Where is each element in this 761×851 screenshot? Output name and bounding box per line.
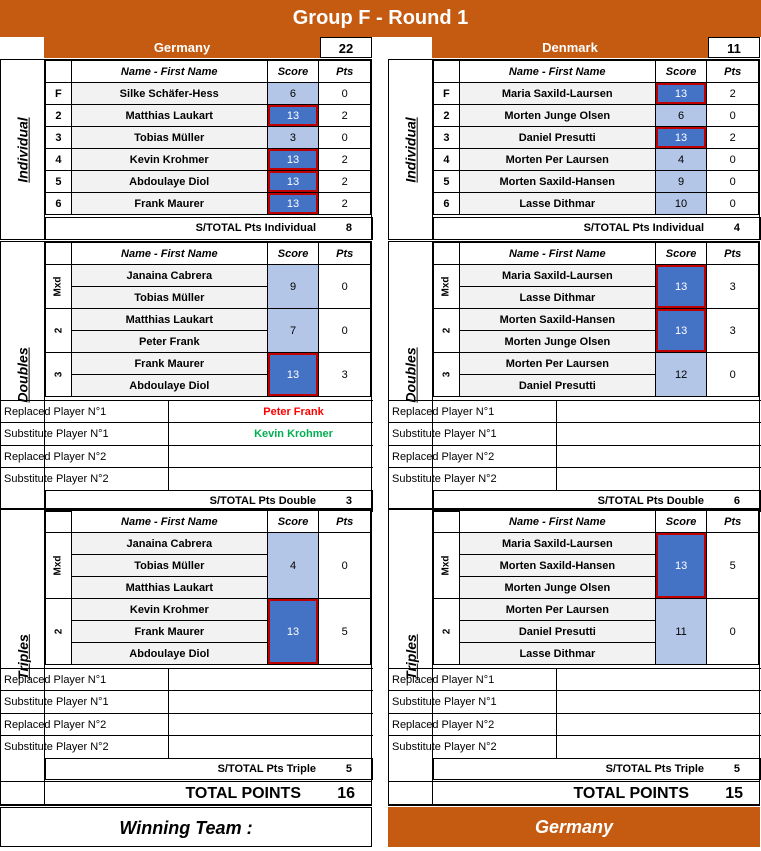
table-row [46,83,371,105]
points-cell: 0 [319,265,371,309]
winning-team-value: Germany [388,807,760,847]
player-name: Morten Per Laursen [459,353,655,375]
player-name: Matthias Laukart [71,309,267,331]
substitution-label: Replaced Player N°2 [4,714,169,736]
points-cell: 5 [319,599,371,665]
player-name: Janaina Cabrera [71,265,267,287]
score-cell: 13 [655,265,707,309]
subtotal-value: 4 [733,222,740,234]
table-row [434,533,759,555]
player-name: Morten Saxild-Hansen [459,171,655,193]
section-label [389,510,433,804]
row-number [434,353,460,397]
header-cell: Name - First Name [71,61,267,83]
row-number-text: Mxd [440,555,452,576]
player-name: Morten Junge Olsen [459,331,655,353]
header-cell: Score [655,61,707,83]
substitution-row [389,445,761,467]
score-cell: 10 [655,193,707,215]
team-panel-germany [0,37,372,851]
header-cell: Pts [707,511,759,533]
points-cell: 2 [707,127,759,149]
total-points-value: 16 [337,785,355,802]
substitution-label: Substitute Player N°2 [4,736,169,758]
doubles-table [433,242,759,397]
header-cell: Score [655,243,707,265]
total-points-row [388,781,760,806]
substitution-label: Replaced Player N°2 [392,714,557,736]
player-name: Frank Maurer [71,193,267,215]
table-row [434,127,759,149]
team-total: 22 [320,37,372,58]
section-label-text: Triples [14,634,31,680]
player-name: Tobias Müller [71,555,267,577]
header-cell: Pts [319,61,371,83]
player-name: Kevin Krohmer [71,599,267,621]
header-cell: Pts [707,61,759,83]
subtotal-value: 5 [345,762,352,775]
table-header [46,511,371,533]
subtotal-label: S/TOTAL Pts Double [209,494,316,507]
doubles-section [0,241,372,509]
doubles-table [45,242,371,397]
row-number: 3 [434,127,460,149]
score-cell: 13 [267,353,319,397]
table-row [46,105,371,127]
header-cell: Score [267,61,319,83]
substitution-label: Replaced Player N°1 [392,669,557,691]
subtotal-value: 6 [733,494,740,507]
player-name: Daniel Presutti [459,621,655,643]
header-cell: Name - First Name [71,243,267,265]
score-cell: 9 [655,171,707,193]
individual-table [433,60,759,215]
subtotal-value: 5 [733,762,740,775]
score-cell: 4 [267,533,319,599]
player-name: Lasse Dithmar [459,287,655,309]
row-number: 4 [434,149,460,171]
winning-team-label: Winning Team : [0,807,372,847]
header-cell: Name - First Name [459,243,655,265]
row-number: F [46,83,72,105]
player-name: Frank Maurer [71,353,267,375]
substitution-label: Substitute Player N°2 [4,468,169,490]
substitution-row [389,467,761,489]
table-row [434,149,759,171]
substitution-row [389,400,761,422]
subtotal-label: S/TOTAL Pts Double [597,494,704,507]
row-number [46,533,72,599]
row-number: 4 [46,149,72,171]
points-cell: 2 [319,105,371,127]
table-row [434,193,759,215]
substitution-row [1,422,373,444]
subtotal-label: S/TOTAL Pts Triple [605,762,704,775]
row-number-text: Mxd [440,276,452,297]
total-points-row [0,781,372,806]
points-cell: 0 [707,171,759,193]
substitution-label: Substitute Player N°1 [4,423,169,445]
player-name: Janaina Cabrera [71,533,267,555]
subtotal-row [433,217,761,240]
row-number-text: 2 [440,327,452,334]
substitution-label: Replaced Player N°2 [392,446,557,468]
substitution-label: Replaced Player N°1 [4,669,169,691]
player-name: Lasse Dithmar [459,193,655,215]
substitution-row [389,422,761,444]
individual-section [388,59,760,240]
individual-section [0,59,372,240]
triples-table [433,510,759,665]
row-number-text: 2 [52,628,64,635]
score-cell: 13 [655,309,707,353]
score-cell: 3 [267,127,319,149]
player-name: Tobias Müller [71,127,267,149]
player-name: Tobias Müller [71,287,267,309]
row-number-text: 2 [52,327,64,334]
substitution-row [1,713,373,735]
player-name: Maria Saxild-Laursen [459,265,655,287]
player-name: Abdoulaye Diol [71,375,267,397]
row-number [434,533,460,599]
table-row [46,353,371,375]
subtotal-value: 3 [345,494,352,507]
row-number: 2 [434,105,460,127]
header-num [434,243,460,265]
page-title: Group F - Round 1 [0,0,761,37]
section-label [389,60,433,239]
player-name: Morten Junge Olsen [459,105,655,127]
player-name: Frank Maurer [71,621,267,643]
substitution-row [1,445,373,467]
player-name: Morten Saxild-Hansen [459,309,655,331]
player-name: Daniel Presutti [459,375,655,397]
player-name: Peter Frank [71,331,267,353]
table-header [434,511,759,533]
row-number-text: 2 [440,628,452,635]
table-row [46,599,371,621]
score-cell: 13 [267,599,319,665]
score-cell: 13 [267,105,319,127]
doubles-section [388,241,760,509]
points-cell: 0 [707,599,759,665]
substitution-label: Substitute Player N°1 [392,691,557,713]
player-name: Abdoulaye Diol [71,643,267,665]
header-cell: Pts [319,243,371,265]
substitution-label: Replaced Player N°1 [4,401,169,423]
table-row [46,193,371,215]
subtotal-value: 8 [345,222,352,234]
points-cell: 0 [707,149,759,171]
player-name: Kevin Krohmer [71,149,267,171]
substitution-label: Replaced Player N°2 [4,446,169,468]
subtotal-label: S/TOTAL Pts Triple [217,762,316,775]
substitution-row [389,690,761,712]
player-name: Morten Junge Olsen [459,577,655,599]
table-row [434,309,759,331]
team-total: 11 [708,37,760,58]
row-number: 5 [434,171,460,193]
score-cell: 9 [267,265,319,309]
subtotal-row [433,758,761,781]
points-cell: 3 [707,309,759,353]
score-cell: 12 [655,353,707,397]
player-name: Maria Saxild-Laursen [459,533,655,555]
subtotal-row [45,217,373,240]
table-row [46,533,371,555]
row-number-text: 3 [440,371,452,378]
player-name: Matthias Laukart [71,577,267,599]
header-cell: Name - First Name [459,61,655,83]
section-label-text: Individual [14,116,31,183]
substitution-label: Substitute Player N°1 [4,691,169,713]
row-number-text: 3 [52,371,64,378]
total-points-label: TOTAL POINTS [573,785,689,802]
player-name: Morten Saxild-Hansen [459,555,655,577]
points-cell: 0 [319,83,371,105]
header-num [434,511,460,533]
points-cell: 2 [319,193,371,215]
triples-section [388,509,760,805]
header-cell: Score [267,511,319,533]
header-num [46,61,72,83]
player-name: Maria Saxild-Laursen [459,83,655,105]
points-cell: 3 [319,353,371,397]
substitution-label: Replaced Player N°1 [392,401,557,423]
total-points-label: TOTAL POINTS [185,785,301,802]
table-row [434,105,759,127]
table-row [46,149,371,171]
row-number [46,599,72,665]
score-cell: 13 [267,171,319,193]
substitution-row [389,713,761,735]
table-row [46,127,371,149]
score-cell: 7 [267,309,319,353]
score-cell: 6 [655,105,707,127]
substitution-row [389,735,761,757]
substitution-label: Substitute Player N°2 [392,736,557,758]
section-label [1,60,45,239]
table-row [434,353,759,375]
header-cell: Score [267,243,319,265]
points-cell: 2 [707,83,759,105]
substitution-label: Substitute Player N°1 [392,423,557,445]
points-cell: 5 [707,533,759,599]
score-cell: 13 [655,127,707,149]
score-cell: 6 [267,83,319,105]
score-cell: 13 [655,83,707,105]
points-cell: 0 [707,193,759,215]
substitution-row [1,735,373,757]
row-number [434,309,460,353]
points-cell: 2 [319,171,371,193]
points-cell: 0 [707,353,759,397]
table-header [434,61,759,83]
triples-section [0,509,372,805]
table-row [46,309,371,331]
substitution-row [1,690,373,712]
player-name: Abdoulaye Diol [71,171,267,193]
subtotal-label: S/TOTAL Pts Individual [195,222,316,234]
table-row [434,171,759,193]
table-row [46,265,371,287]
row-number: F [434,83,460,105]
header-num [434,61,460,83]
points-cell: 3 [707,265,759,309]
row-number-text: Mxd [52,555,64,576]
header-cell: Name - First Name [71,511,267,533]
points-cell: 0 [319,127,371,149]
score-cell: 4 [655,149,707,171]
table-row [434,83,759,105]
row-number [434,265,460,309]
player-name: Matthias Laukart [71,105,267,127]
triples-table [45,510,371,665]
row-number: 3 [46,127,72,149]
row-number [46,309,72,353]
table-row [434,599,759,621]
row-number [46,353,72,397]
row-number: 5 [46,171,72,193]
table-header [434,243,759,265]
total-points-value: 15 [725,785,743,802]
section-label-text: Doubles [402,347,419,403]
table-header [46,61,371,83]
score-cell: 13 [267,149,319,171]
header-cell: Pts [319,511,371,533]
row-number-text: Mxd [52,276,64,297]
substitution-value: Peter Frank [263,405,324,418]
team-name: Denmark [432,37,708,58]
row-number [46,265,72,309]
substitution-row [389,668,761,690]
subtotal-row [45,758,373,781]
table-row [46,171,371,193]
player-name: Silke Schäfer-Hess [71,83,267,105]
substitution-row [1,400,373,422]
score-cell: 11 [655,599,707,665]
header-cell: Pts [707,243,759,265]
subtotal-label: S/TOTAL Pts Individual [583,222,704,234]
row-number: 2 [46,105,72,127]
player-name: Daniel Presutti [459,127,655,149]
score-cell: 13 [267,193,319,215]
substitution-label: Substitute Player N°2 [392,468,557,490]
substitution-row [1,668,373,690]
points-cell: 0 [707,105,759,127]
header-cell: Score [655,511,707,533]
section-label [1,510,45,804]
section-label-text: Triples [402,634,419,680]
header-cell: Name - First Name [459,511,655,533]
individual-table [45,60,371,215]
row-number [434,599,460,665]
player-name: Morten Per Laursen [459,149,655,171]
substitution-row [1,467,373,489]
team-name: Germany [44,37,320,58]
header-num [46,511,72,533]
header-num [46,243,72,265]
row-number: 6 [46,193,72,215]
points-cell: 0 [319,309,371,353]
table-row [434,265,759,287]
player-name: Lasse Dithmar [459,643,655,665]
player-name: Morten Per Laursen [459,599,655,621]
team-panel-denmark [388,37,760,851]
points-cell: 2 [319,149,371,171]
score-cell: 13 [655,533,707,599]
substitution-value: Kevin Krohmer [254,428,333,440]
table-header [46,243,371,265]
section-label-text: Doubles [14,347,31,403]
row-number: 6 [434,193,460,215]
section-label-text: Individual [402,116,419,183]
points-cell: 0 [319,533,371,599]
